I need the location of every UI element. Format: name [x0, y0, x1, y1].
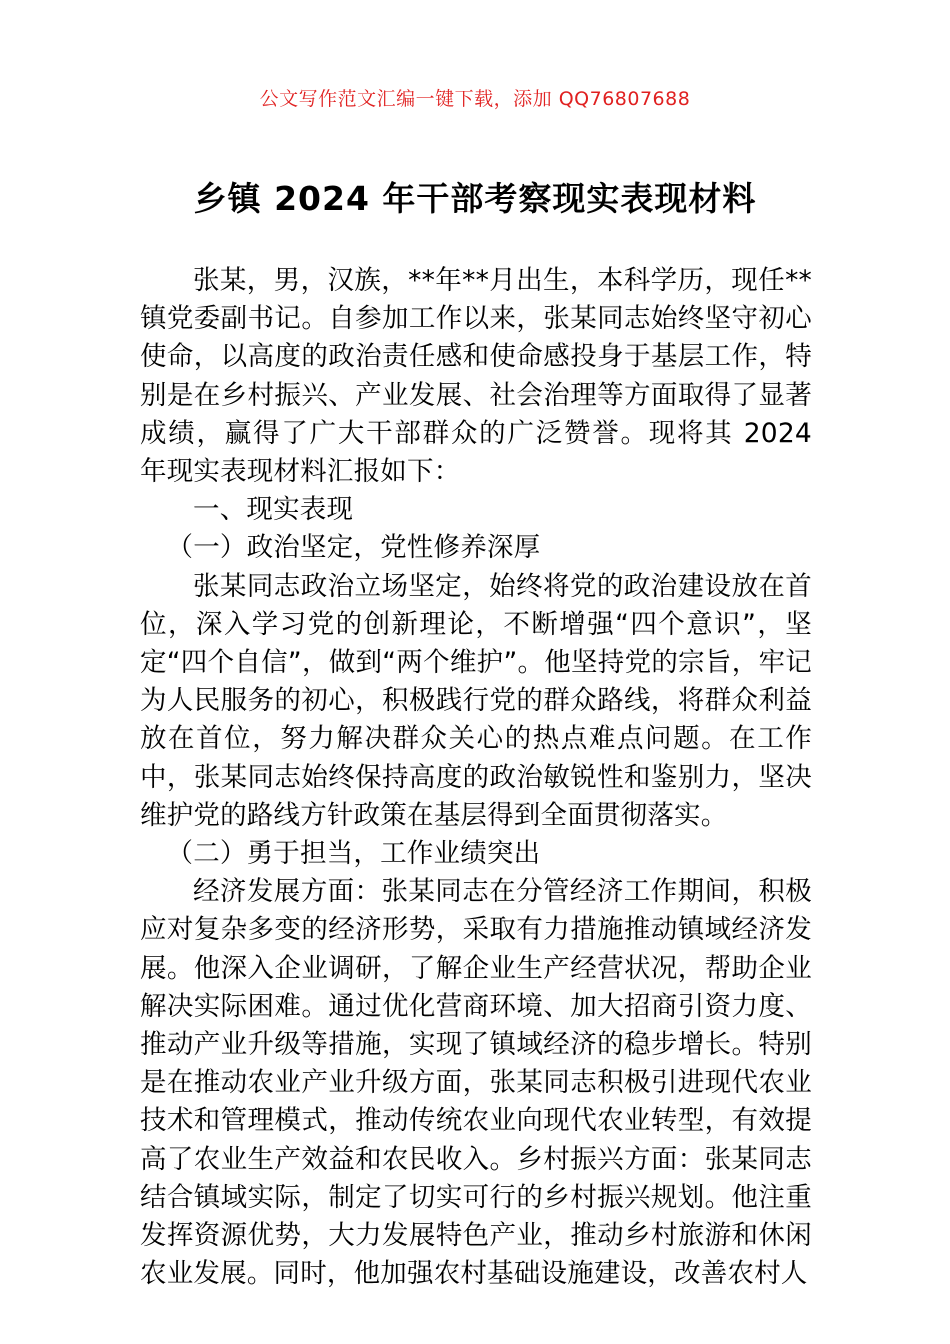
document-title: 乡镇 2024 年干部考察现实表现材料	[193, 179, 757, 218]
promo-header-banner	[0, 86, 950, 112]
paragraph-political-firmness: 张某同志政治立场坚定，始终将党的政治建设放在首位，深入学习党的创新理论，不断增强“四个意识”，坚定“四个自信”，做到“两个维护”。他坚持党的宗旨，牢记为人民服务的初心，积极践行党的群众路线，将群众利益放在首位，努力解决群众关心的热点难点问题。在工作中，张某同志始终保持高度的政治敏锐性和鉴别力，坚决维护党的路线方针政策在基层得到全面贯彻落实。	[140, 570, 812, 831]
paragraph-introduction: 张某，男，汉族，**年**月出生，本科学历，现任**镇党委副书记。自参加工作以来，张某同志始终坚守初心使命，以高度的政治责任感和使命感投身于基层工作，特别是在乡村振兴、产业发展、社会治理等方面取得了显著成绩，赢得了广大干部群众的广泛赞誉。现将其 2024 年现实表现材料汇报如下：	[140, 265, 812, 488]
paragraph-economic-development: 经济发展方面：张某同志在分管经济工作期间，积极应对复杂多变的经济形势，采取有力措施推动镇域经济发展。他深入企业调研，了解企业生产经营状况，帮助企业解决实际困难。通过优化营商环境、加大招商引资力度、推动产业升级等措施，实现了镇域经济的稳步增长。特别是在推动农业产业升级方面，张某同志积极引进现代农业技术和管理模式，推动传统农业向现代农业转型，有效提高了农业生产效益和农民收入。乡村振兴方面：张某同志结合镇域实际，制定了切实可行的乡村振兴规划。他注重发挥资源优势，大力发展特色产业，推动乡村旅游和休闲农业发展。同时，他加强农村基础设施建设，改善农村人	[140, 876, 812, 1290]
heading-subsection-one-two: （二）勇于担当，工作业绩突出	[166, 838, 541, 870]
heading-section-one: 一、现实表现	[193, 494, 354, 526]
document-body	[140, 262, 812, 1293]
promo-header-text: 公文写作范文汇编一键下载，添加 QQ76807688	[259, 88, 691, 110]
heading-subsection-one-one: （一）政治坚定，党性修养深厚	[166, 532, 541, 564]
